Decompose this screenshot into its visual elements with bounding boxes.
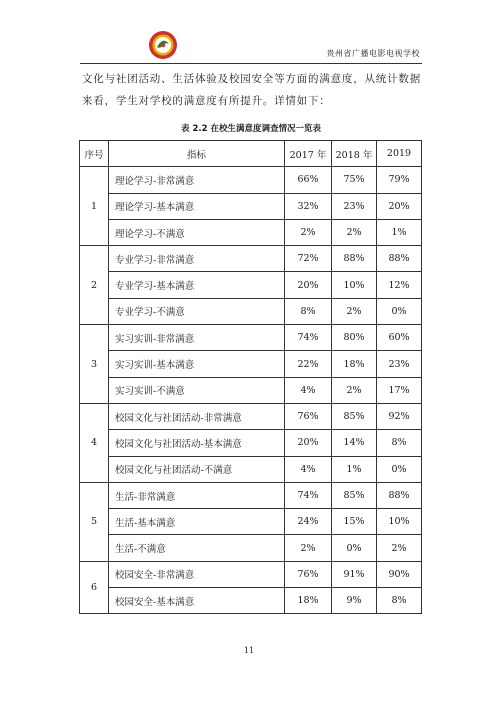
indicator-cell: 理论学习-非常满意 xyxy=(109,167,285,193)
value-2017-cell: 76% xyxy=(285,403,332,429)
indicator-cell: 实习实训-非常满意 xyxy=(109,325,285,351)
indicator-cell: 理论学习-基本满意 xyxy=(109,193,285,219)
value-2019-cell: 92% xyxy=(377,403,422,429)
row-number-cell: 2 xyxy=(80,246,109,325)
paragraph-line: 文化与社团活动、生活体验及校园安全等方面的满意度，从统计数据 xyxy=(82,73,421,85)
body-paragraph xyxy=(82,68,422,112)
value-2019-cell: 8% xyxy=(377,430,422,456)
value-2019-cell: 90% xyxy=(377,561,422,587)
value-2017-cell: 24% xyxy=(285,509,332,535)
indicator-cell: 生活-基本满意 xyxy=(109,509,285,535)
indicator-cell: 实习实训-不满意 xyxy=(109,377,285,403)
table-row xyxy=(80,509,422,535)
satisfaction-table xyxy=(79,140,422,614)
indicator-cell: 校园安全-基本满意 xyxy=(109,588,285,614)
header-cell-2019: 2019 xyxy=(377,141,422,167)
value-2017-cell: 66% xyxy=(285,167,332,193)
header-cell-indicator: 指标 xyxy=(109,141,285,167)
value-2019-cell: 1% xyxy=(377,219,422,245)
school-name: 贵州省广播电影电视学校 xyxy=(326,49,420,58)
value-2018-cell: 1% xyxy=(332,456,377,482)
value-2019-cell: 23% xyxy=(377,351,422,377)
indicator-cell: 校园安全-非常满意 xyxy=(109,561,285,587)
value-2017-cell: 4% xyxy=(285,377,332,403)
value-2017-cell: 22% xyxy=(285,351,332,377)
indicator-cell: 校园文化与社团活动-基本满意 xyxy=(109,430,285,456)
table-row xyxy=(80,351,422,377)
page-number: 11 xyxy=(243,646,255,655)
value-2017-cell: 20% xyxy=(285,272,332,298)
table-row xyxy=(80,535,422,561)
value-2017-cell: 32% xyxy=(285,193,332,219)
table-row xyxy=(80,561,422,587)
value-2018-cell: 91% xyxy=(332,561,377,587)
indicator-cell: 理论学习-不满意 xyxy=(109,219,285,245)
table-row xyxy=(80,167,422,193)
indicator-cell: 专业学习-不满意 xyxy=(109,298,285,324)
indicator-cell: 校园文化与社团活动-不满意 xyxy=(109,456,285,482)
value-2019-cell: 2% xyxy=(377,535,422,561)
value-2018-cell: 2% xyxy=(332,219,377,245)
value-2018-cell: 23% xyxy=(332,193,377,219)
value-2019-cell: 60% xyxy=(377,325,422,351)
value-2018-cell: 85% xyxy=(332,403,377,429)
table-row xyxy=(80,403,422,429)
indicator-cell: 专业学习-基本满意 xyxy=(109,272,285,298)
value-2019-cell: 0% xyxy=(377,298,422,324)
value-2019-cell: 20% xyxy=(377,193,422,219)
value-2018-cell: 14% xyxy=(332,430,377,456)
header-divider xyxy=(80,63,422,64)
value-2018-cell: 10% xyxy=(332,272,377,298)
value-2017-cell: 4% xyxy=(285,456,332,482)
indicator-cell: 生活-不满意 xyxy=(109,535,285,561)
value-2019-cell: 10% xyxy=(377,509,422,535)
table-row xyxy=(80,193,422,219)
value-2017-cell: 8% xyxy=(285,298,332,324)
table-row xyxy=(80,325,422,351)
value-2017-cell: 74% xyxy=(285,482,332,508)
value-2019-cell: 88% xyxy=(377,246,422,272)
table-header-row xyxy=(80,141,422,167)
table-caption: 表 2.2 在校生满意度调查情况一览表 xyxy=(181,124,321,134)
table-row xyxy=(80,246,422,272)
indicator-cell: 实习实训-基本满意 xyxy=(109,351,285,377)
table-row xyxy=(80,272,422,298)
table-body xyxy=(80,167,422,614)
table-row xyxy=(80,482,422,508)
header-cell-2017: 2017 年 xyxy=(285,141,332,167)
value-2017-cell: 20% xyxy=(285,430,332,456)
row-number-cell: 4 xyxy=(80,403,109,482)
table-row xyxy=(80,219,422,245)
value-2018-cell: 0% xyxy=(332,535,377,561)
value-2018-cell: 85% xyxy=(332,482,377,508)
value-2018-cell: 80% xyxy=(332,325,377,351)
value-2018-cell: 88% xyxy=(332,246,377,272)
header-cell-2018: 2018 年 xyxy=(332,141,377,167)
value-2018-cell: 9% xyxy=(332,588,377,614)
value-2018-cell: 75% xyxy=(332,167,377,193)
value-2017-cell: 74% xyxy=(285,325,332,351)
table-row xyxy=(80,456,422,482)
indicator-cell: 校园文化与社团活动-非常满意 xyxy=(109,403,285,429)
indicator-cell: 生活-非常满意 xyxy=(109,482,285,508)
table-row xyxy=(80,430,422,456)
table-row xyxy=(80,588,422,614)
value-2019-cell: 12% xyxy=(377,272,422,298)
value-2017-cell: 2% xyxy=(285,219,332,245)
value-2018-cell: 2% xyxy=(332,377,377,403)
page-header xyxy=(80,30,420,66)
value-2017-cell: 2% xyxy=(285,535,332,561)
indicator-cell: 专业学习-非常满意 xyxy=(109,246,285,272)
value-2017-cell: 18% xyxy=(285,588,332,614)
table-row xyxy=(80,377,422,403)
value-2017-cell: 76% xyxy=(285,561,332,587)
value-2019-cell: 79% xyxy=(377,167,422,193)
value-2019-cell: 17% xyxy=(377,377,422,403)
value-2019-cell: 8% xyxy=(377,588,422,614)
row-number-cell: 3 xyxy=(80,325,109,404)
value-2019-cell: 0% xyxy=(377,456,422,482)
row-number-cell: 1 xyxy=(80,167,109,246)
value-2018-cell: 2% xyxy=(332,298,377,324)
row-number-cell: 5 xyxy=(80,482,109,561)
value-2017-cell: 72% xyxy=(285,246,332,272)
value-2019-cell: 88% xyxy=(377,482,422,508)
paragraph-line: 来看，学生对学校的满意度有所提升。详情如下： xyxy=(82,95,331,107)
value-2018-cell: 18% xyxy=(332,351,377,377)
header-cell-no: 序号 xyxy=(80,141,109,167)
table-row xyxy=(80,298,422,324)
value-2018-cell: 15% xyxy=(332,509,377,535)
row-number-cell: 6 xyxy=(80,561,109,614)
